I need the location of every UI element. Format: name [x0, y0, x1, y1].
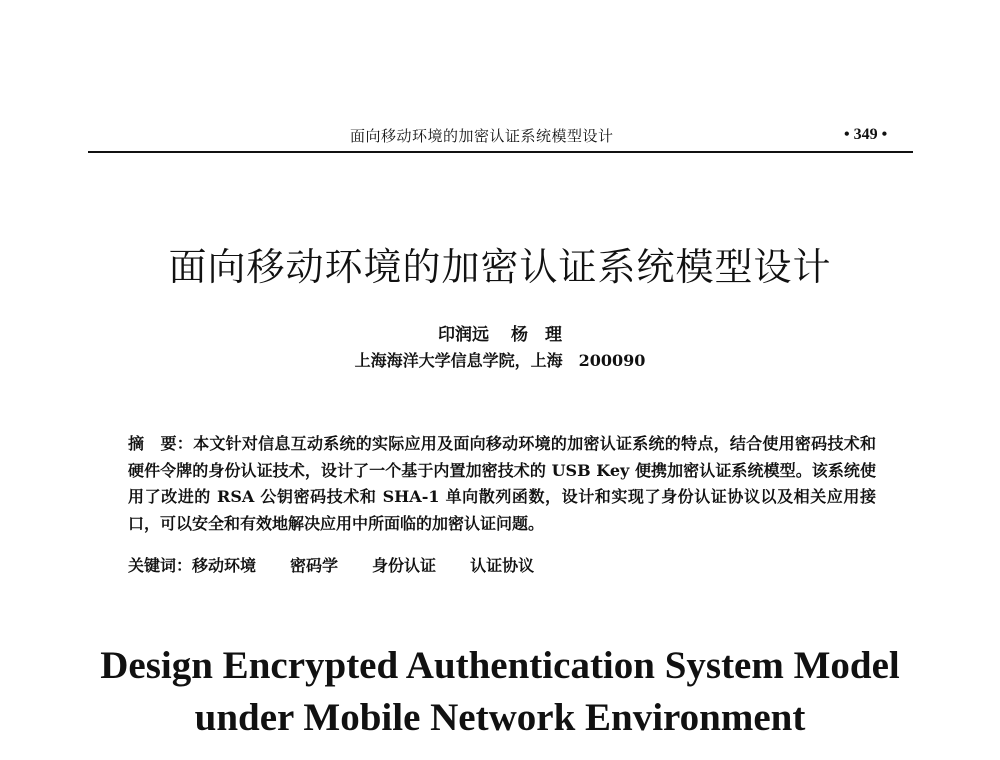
- paper-title-english: [0, 640, 1000, 744]
- keyword: 密码学: [290, 556, 339, 575]
- author-affiliation: 上海海洋大学信息学院，上海 200090: [354, 351, 646, 370]
- english-title-line-1: Design Encrypted Authentication System Model: [100, 644, 900, 687]
- keywords-label: 关键词：: [128, 556, 193, 575]
- author-list: [0, 320, 1000, 345]
- header-rule: [88, 151, 913, 153]
- paper-title-chinese: 面向移动环境的加密认证系统模型设计: [168, 245, 832, 289]
- abstract: [128, 431, 876, 537]
- abstract-label: 摘 要：: [128, 434, 194, 453]
- keywords: [128, 553, 534, 576]
- author-name: 印润远: [438, 325, 489, 345]
- running-title: 面向移动环境的加密认证系统模型设计: [350, 127, 614, 145]
- keyword: 认证协议: [470, 556, 535, 575]
- page-number: • 349 •: [844, 126, 888, 143]
- abstract-text: 本文针对信息互动系统的实际应用及面向移动环境的加密认证系统的特点，结合使用密码技术和硬件令牌的身份认证技术，设计了一个基于内置加密技术的 USB Key 便携加密认证系统模型。该系统使用了改进的 RSA 公钥密码技术和 SHA-1 单向散列函数，设计和实现了身份认证协议以及相关应用接口，可以安全和有效地解决应用中所面临的加密认证问题。: [128, 434, 876, 533]
- keyword: 身份认证: [372, 556, 437, 575]
- keyword: 移动环境: [192, 556, 257, 575]
- author-name: 杨 理: [511, 325, 562, 345]
- english-title-line-2: under Mobile Network Environment: [194, 696, 806, 739]
- running-header: [0, 0, 1000, 160]
